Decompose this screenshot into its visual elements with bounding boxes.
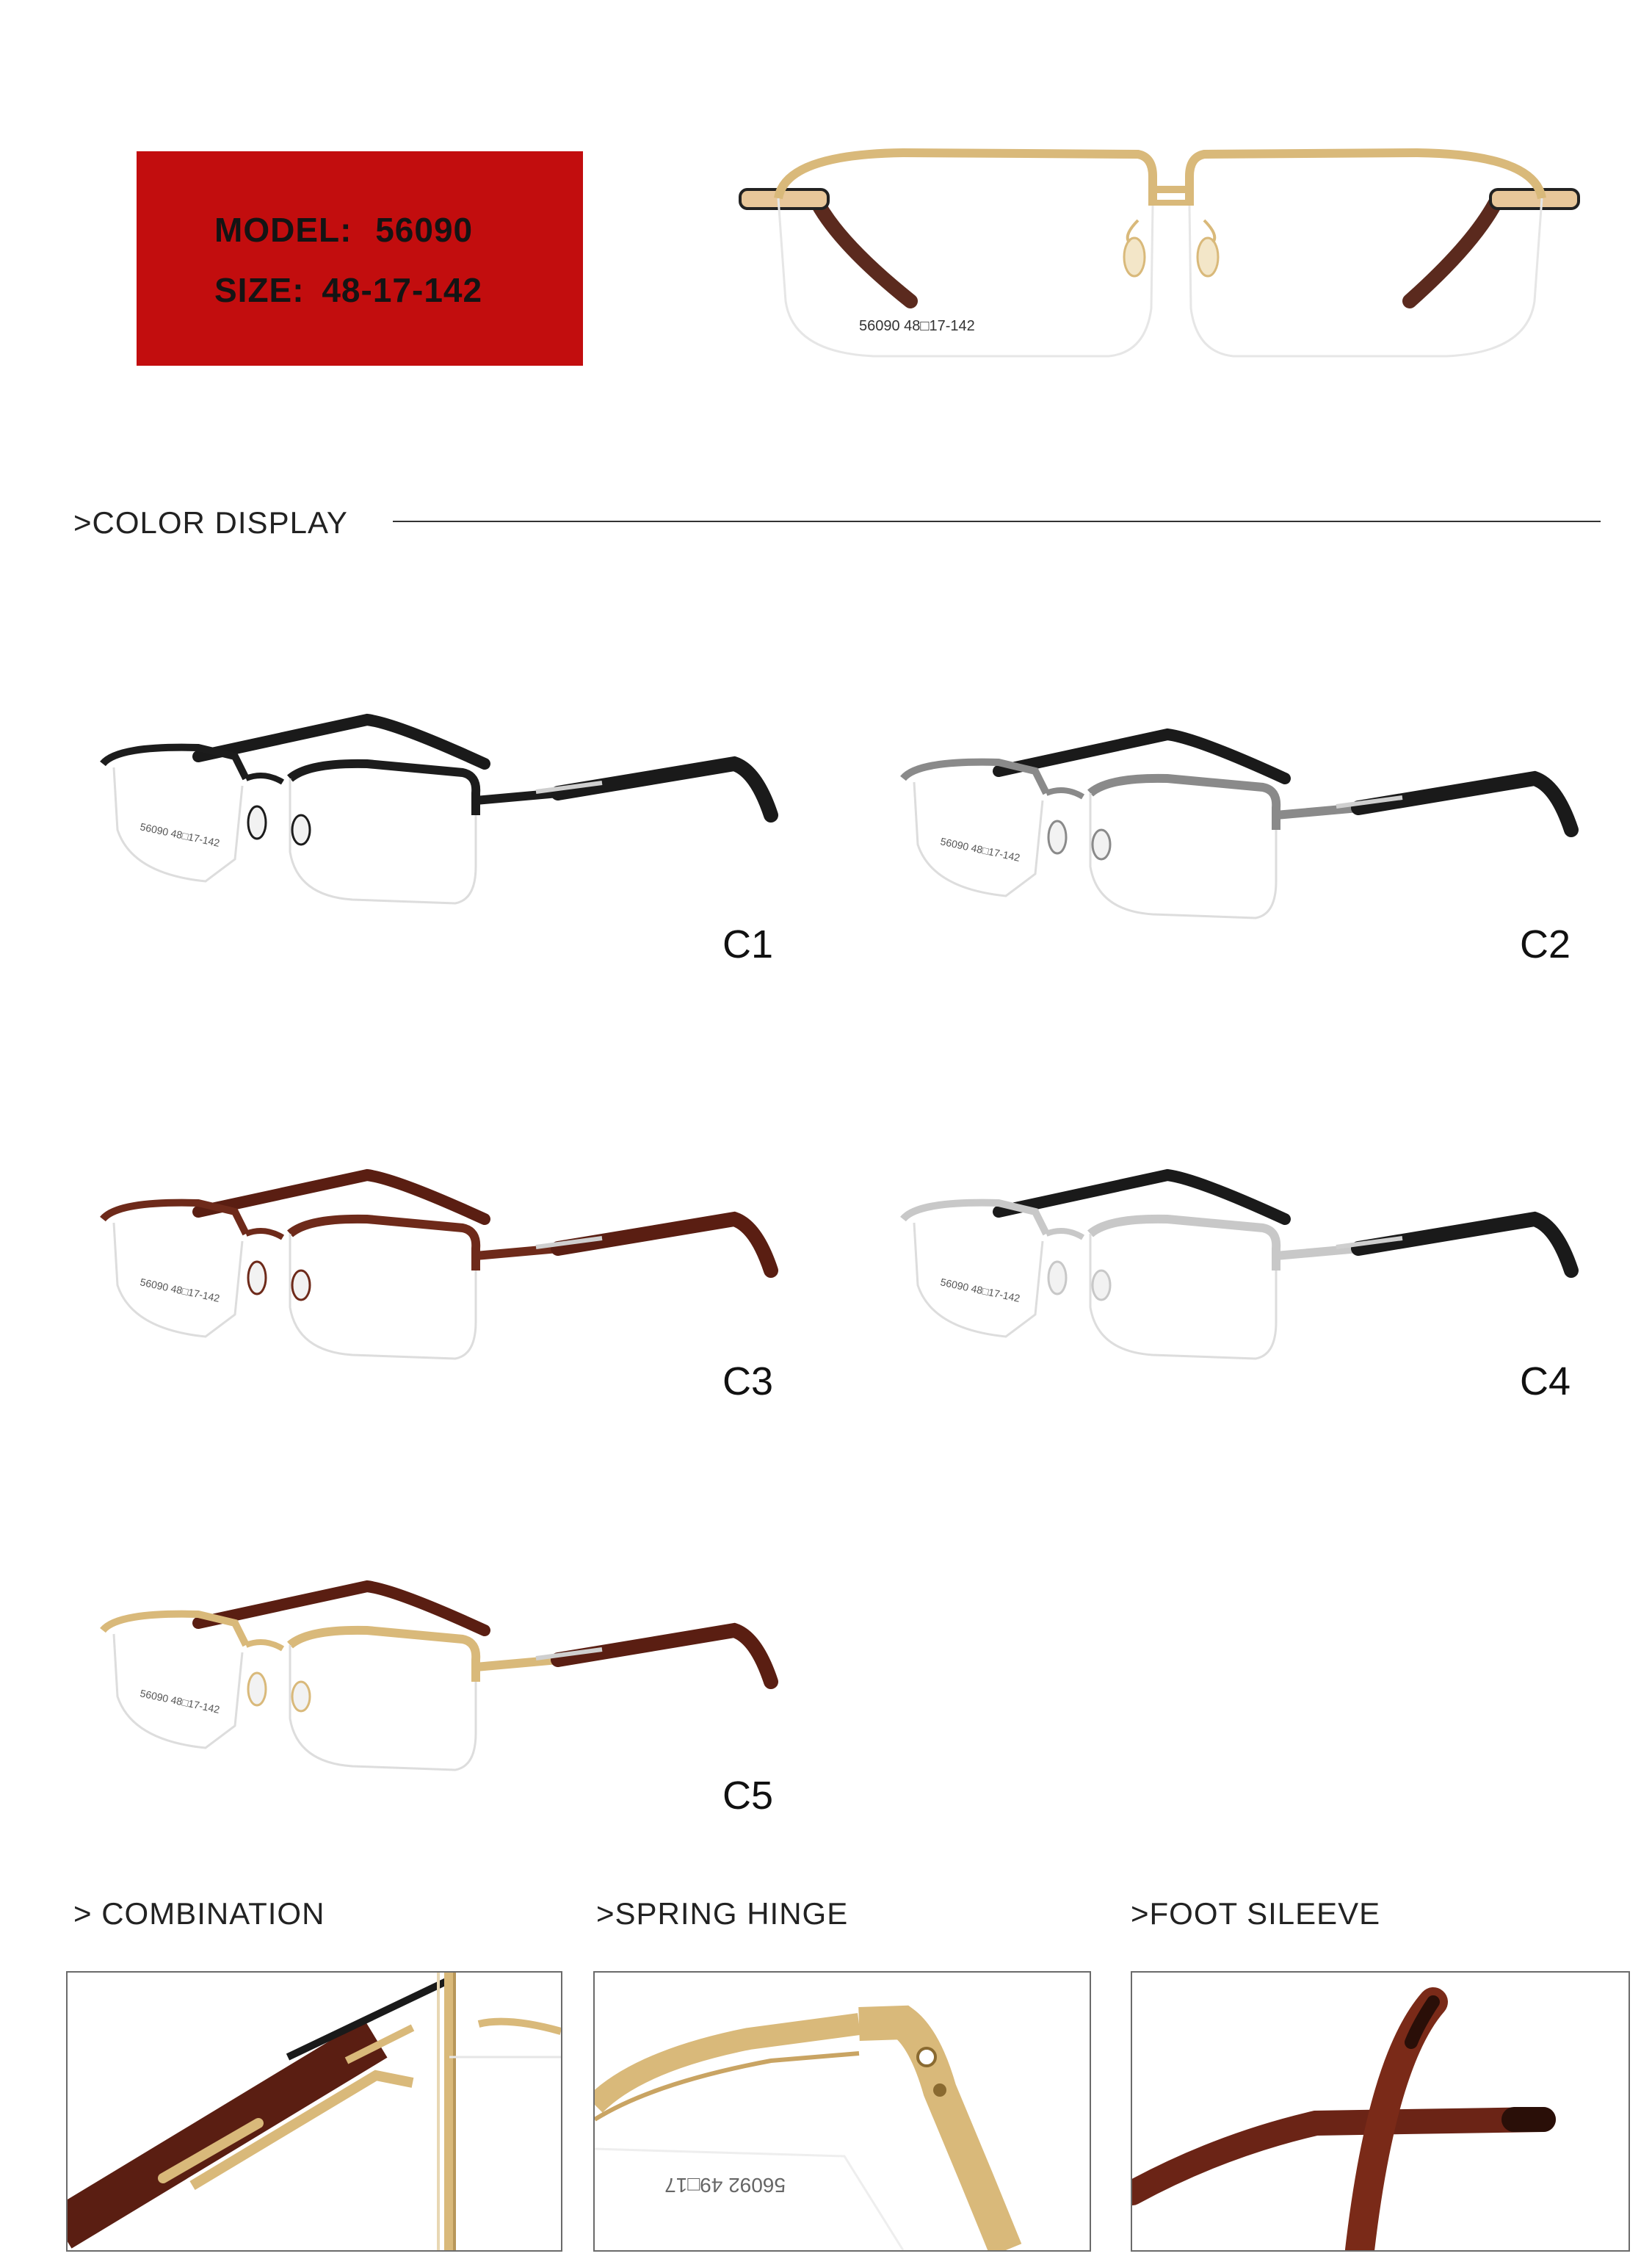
- detail-image-spring-hinge: [593, 1971, 1091, 2252]
- size-label: SIZE:: [214, 271, 305, 309]
- detail-title-foot-sleeve: >FOOT SILEEVE: [1131, 1896, 1381, 1931]
- detail-image-combination: [66, 1971, 562, 2252]
- color-code-c3: C3: [722, 1359, 774, 1403]
- svg-text:56090 48□17-142: 56090 48□17-142: [139, 1687, 221, 1716]
- model-value: 56090: [375, 211, 474, 249]
- model-label: MODEL:: [214, 211, 352, 249]
- variant-glasses-c1: [88, 705, 793, 940]
- detail-title-spring-hinge: >SPRING HINGE: [596, 1896, 849, 1931]
- svg-text:56092 49□17: 56092 49□17: [664, 2174, 786, 2197]
- color-code-c2: C2: [1520, 922, 1571, 966]
- hero-glasses-image: [727, 132, 1593, 382]
- variant-glasses-c3: [88, 1160, 793, 1395]
- svg-text:56090 48□17-142: 56090 48□17-142: [939, 835, 1021, 864]
- color-code-c4: C4: [1520, 1359, 1571, 1403]
- svg-text:56090 48□17-142: 56090 48□17-142: [139, 820, 221, 849]
- svg-text:56090 48□17-142: 56090 48□17-142: [139, 1276, 221, 1304]
- frame-imprint: 56090 48□17-142: [859, 318, 975, 334]
- size-line: [214, 270, 482, 310]
- detail-image-foot-sleeve: [1131, 1971, 1630, 2252]
- variant-glasses-c4: [888, 1160, 1593, 1395]
- size-value: 48-17-142: [322, 271, 483, 309]
- model-info-box: [137, 151, 583, 366]
- detail-title-combination: > COMBINATION: [73, 1896, 325, 1931]
- variant-glasses-c5: [88, 1572, 793, 1807]
- model-line: [214, 210, 473, 250]
- variant-glasses-c2: [888, 720, 1593, 955]
- color-code-c1: C1: [722, 922, 774, 966]
- section-divider: [393, 521, 1601, 522]
- color-code-c5: C5: [722, 1774, 774, 1818]
- svg-text:56090 48□17-142: 56090 48□17-142: [939, 1276, 1021, 1304]
- color-display-title: >COLOR DISPLAY: [73, 505, 348, 540]
